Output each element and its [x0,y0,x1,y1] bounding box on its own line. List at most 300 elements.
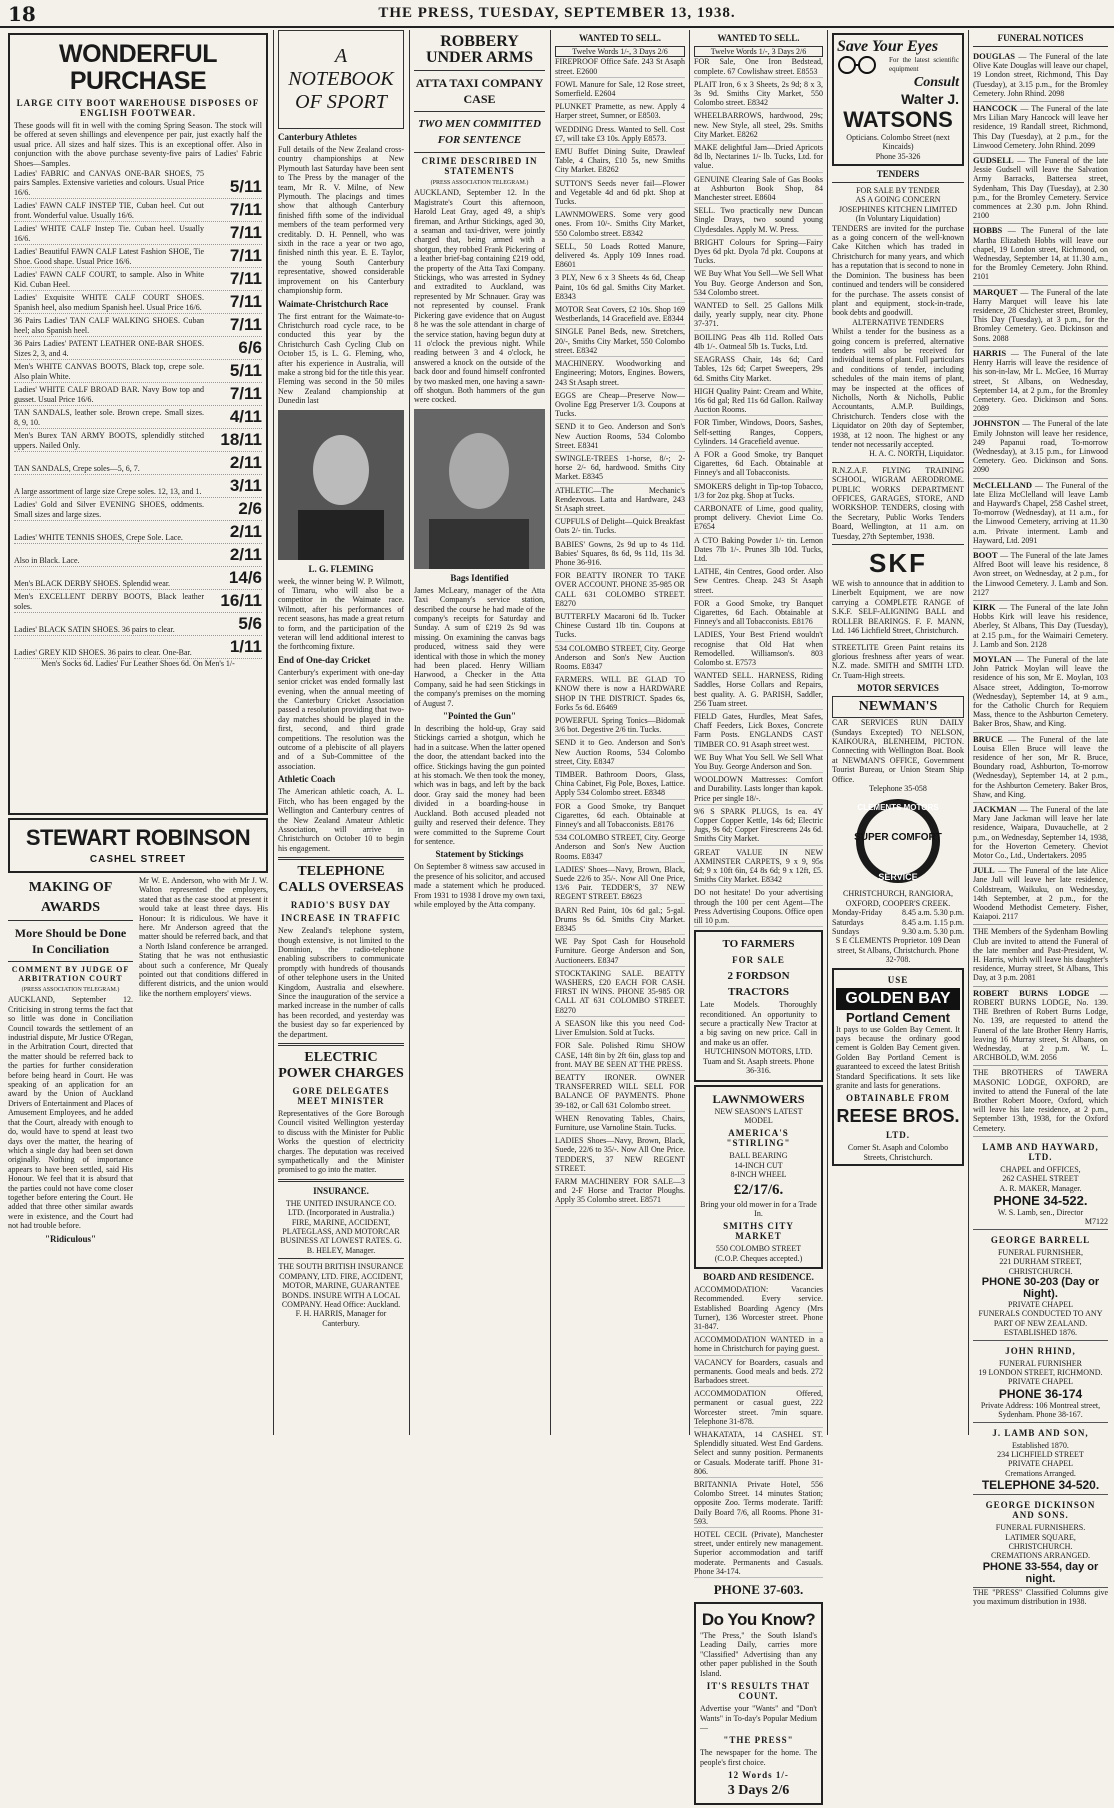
classified-ad: ACCOMMODATION: Vacancies Recommended. Every service. Established Boarding Agency (Mrs Turner), 136 Worcester street. Phone 31-847. [694,1285,823,1333]
classified-ad: SINGLE Panel Beds, new. Stretchers, 20/-, Smiths City Market, 550 Colombo street. E8342 [555,327,685,357]
section-heading: End of One-day Cricket [278,654,371,665]
shoe-desc: Also in Black. Lace. [14,555,80,565]
funeral-notice: BRUCE — The Funeral of the late Louisa Ellen Bruce will leave the residence of her son, Mr R. Bruce, Boundary road, Ashburton, To-morrow (Wednesday), September 14, at 2 p.m., for the Ashburton Cemetery. Baker Bros, Shaw, and King. [973,733,1108,803]
column-rule [689,30,690,1435]
shoe-price: 14/6 [228,568,262,588]
classified-ad: BOILING Peas 4lb 11d. Rolled Oats 4lb 1/-. Oatmeal 5lb 1s. Tucks, Ltd. [694,333,823,353]
column-rule [273,30,274,1435]
notice-name: JULL [973,865,995,876]
notice-name: DOUGLAS [973,51,1016,61]
classified-ad: MOTOR Seat Covers, £2 10s. Shop 169 Westberlands, 14 Gracefield ave. E8344 [555,305,685,325]
shoe-item [14,429,262,452]
classified-ad: FOWL Manure for Sale, 12 Rose street, Somerfield. E2604 [555,80,685,100]
classified-ad: BRITANNIA Private Hotel, 556 Colombo Street. 14 minutes Station; opposite Zoo. Terms moderate. Tariff: Daily Board 7/6, all Rooms. Phone 31-593. [694,1480,823,1528]
eyes-consult: Consult [913,74,959,90]
article-headline-2: AWARDS [40,900,101,915]
timetable-times: 8.45 a.m. 5.30 p.m. [902,908,964,918]
robbery-headline: ROBBERY UNDER ARMS [425,33,534,66]
shoe-price: 2/6 [238,499,262,519]
robbery-body-2: James McLeary, manager of the Atta Taxi Company's service station, described the course he had made of the company's receipts for Saturday and Sunday. A sum of £219 2s 9d was missing. On examining the canvas bags produced, witness said they were identical with those in which the money had been placed. Henry William Harwood, a Checker in the Atta Company, said he had seen Stickings in the company's premises on the morning of August 7. [414,585,545,708]
shoe-price: 7/11 [229,200,262,220]
classified-ad: HOTEL CECIL (Private), Manchester street, under entirely new management. Superior accommodation and tariff moderate. Permanents and Casuals. Phone 34-174. [694,1530,823,1578]
clements-route: CHRISTCHURCH, RANGIORA, OXFORD, COOPER'S CREEK. [842,889,953,908]
tender-body-2: Whilst a tender for the business as a going concern is preferred, alternative tenders will also be received for individual items of plant. Full particulars and conditions of tender, including schedules of the main items of plant, may be inspected at the offices of Nicholls, North & Nicholls, Public Accountants, A.M.P. Buildings, Christchurch. Tenders close with the Liquidator on 20th day of September, 1938, at 12 noon. The highest or any tender not necessarily accepted. [832,327,964,449]
notice-text: The Funeral of the late Martha Elizabeth Hobbs will leave our chapel, 19 London street, Richmond, on Wednesday, September 14, at 11.30 a.m., for the Bromley Cemetery. John Rhind. 2101 [973,226,1109,282]
photo-face [449,433,509,509]
notice-text: The Funeral of the late Alice Jane Jull will leave her late residence, Coldstream, Waikuku, on Wednesday, 14th September, at 2 p.m., for the Woodend Methodist Cemetery. Fisher, Kaiapoi. 2117 [973,866,1108,922]
col-wanted-1 [555,30,685,1209]
notice-name: HARRIS [973,347,1007,358]
shoe-desc: Ladies' Gold and Silver EVENING SHOES, oddments. Small sizes and large sizes. [14,500,204,519]
classified-ad: FOR BEATTY IRONER TO TAKE OVER ACCOUNT. PHONE 35-985 OR CALL 631 COLOMBO STREET. E8270 [555,571,685,610]
lawn-price: £2/17/6. [733,1181,784,1198]
gb-use: USE [887,974,909,985]
classified-ad: SEND it to Geo. Anderson and Son's New Auction Rooms, 534 Colombo street, City. E8347 [555,738,685,768]
classified-ad: SUTTON'S Seeds never fail—Flower and Vegetable 4d and 6d pkt. Shop at Tucks. [555,179,685,209]
lawnmower-ad [694,1085,823,1270]
notice-name: ROBERT BURNS LODGE [973,987,1090,998]
section-heading: Athletic Coach [278,774,336,785]
classified-ad: WHEN Renovating Tables, Chairs, Furniture, use Varnoline Stain. Tucks. [555,1114,685,1134]
motor-header: MOTOR SERVICES [857,683,939,694]
timetable-row [832,908,964,917]
shoe-item [14,245,262,268]
notice-name: MOYLAN [973,653,1012,664]
classified-ad: POWERFUL Spring Tonics—Bidomak 3/6 bot. Degestive 2/6 tin. Tucks. [555,716,685,736]
sport-sections [278,132,404,406]
notice-text: The Funeral of the late Mrs Lilian Mary Hancock will leave her residence, 19 Randall street, Richmond, This Day (Tuesday), at 2 p.m., for the Linwood Cemetery. John Rhind. 2099 [973,104,1109,150]
classified-ad: BEATTY IRONER. OWNER TRANSFERRED WILL SELL FOR BALANCE OF PAYMENTS. Phone 39-182, or Call 631 Colombo street. [555,1073,685,1112]
classified-ad: DO not hesitate! Do your advertising through the 100 per cent Agent—The Press Advertising Coupons. Office open till 10 p.m. [694,888,823,927]
lawn-spec-3: 8-INCH WHEEL [730,1170,787,1180]
badge-super: SUPER COMFORT [854,832,942,844]
eyes-name: Walter J. [901,90,959,107]
lawn-body: Bring your old mower in for a Trade In. [700,1199,817,1218]
classified-ad: TIMBER. Bathroom Doors, Glass, China Cabinet, Fig Pole, Boxes, Lattice. Apply 534 Colombo street. E8348 [555,770,685,800]
shoe-price: 18/11 [220,430,262,450]
article-headline: MAKING OF [28,880,113,895]
robbery-headline-4: CRIME DESCRIBED IN STATEMENTS [421,156,538,176]
classified-ad: EGGS are Cheap—Preserve Now—Ovoline Egg Preserver 1/3. Coupons at Tucks. [555,391,685,421]
timetable-times: 9.30 a.m. 5.30 p.m. [902,927,964,936]
funeral-list [973,50,1108,1137]
telephone-sub: RADIO'S BUSY DAY [290,900,392,911]
classified-ad: FARMERS. WILL BE GLAD TO KNOW there is now a HARDWARE SHOP IN THE DISTRICT. Spades 6s, Forks 5s 6d. E6469 [555,675,685,714]
lawn-sub: NEW SEASON'S LATEST MODEL [714,1106,803,1125]
timetable-day: Monday-Friday [832,908,883,918]
classified-ad: FOR Sale. Polished Rimu SHOW CASE, 14ft 8in by 2ft 6in, glass top and front. MAY BE SEEN AT THE PRESS. [555,1041,685,1071]
insurance-head: INSURANCE. [313,1185,369,1196]
shoe-price: 7/11 [229,292,262,312]
page-number: 18 [8,2,36,26]
classified-ad: PLAIT Iron, 6 x 3 Sheets, 2s 9d; 8 x 3, 3s 9d. Smiths City Market, 550 Colombo street. E8342 [694,80,823,110]
lawn-address: 550 COLOMBO STREET [715,1244,802,1254]
robbery-body: AUCKLAND, September 12. In the Magistrate's Court this afternoon, Harold Leat Gray, aged 49, a ship's fireman, and Arthur Stickings, aged 30, a seaman and taxi-driver, were jointly charged that, being armed with a shotgun, they robbed Frank Pickering of a leather brief-bag containing £219 odd, the property of the Atta Taxi Company. Stickings, who was arrested in Sydney and extradited to Auckland, was represented by Mr Schnauer. Gray was not represented by counsel. Frank Pickering gave evidence that on August 8 he was the sole attendant in charge of the service station, having begun duty at 11 o'clock the previous night. While reading between 3 and 4 o'clock, he answered a knock on the outside of the back door and found himself confronted by two masked men, one having a sawn-off shotgun. Both hammers of the gun were cocked. [414,188,545,405]
electric-sub: GORE DELEGATES MEET MINISTER [292,1086,390,1106]
shoe-desc: Ladies' WHITE CALF BROAD BAR. Navy Bow top and gusset. Usual Price 16/6. [14,385,204,404]
store-name: STEWART ROBINSON [25,825,251,850]
col-funeral [973,30,1108,1607]
gb-address: Corner St. Asaph and Colombo Streets, Christchurch. [847,1143,949,1162]
section-heading: Waimate-Christchurch Race [278,298,389,309]
electric-body: Representatives of the Gore Borough Council visited Wellington yesterday to discuss with the Minister for Public Works the question of electricity charges. The deputation was received sympathetically and the Minister promised to go into the matter. [278,1109,404,1175]
classified-ad: FOR a Good Smoke, try Banquet Cigarettes, 6d each. Obtainable at Finney's and all Tobacconists. E8176 [555,802,685,832]
gb-head: GOLDEN BAY [836,988,960,1010]
newspaper-title: THE PRESS, TUESDAY, SEPTEMBER 13, 1938. [378,5,736,21]
do-you-know-ad [694,1602,823,1805]
classified-ad: MACHINERY. Woodworking and Engineering; Motors, Engines. Bowers, 243 St Asaph street. [555,359,685,389]
awards-article [8,876,268,1247]
column-rule [968,30,969,1435]
article-byline: (PRESS ASSOCIATION TELEGRAM.) [21,987,120,993]
classified-list [555,57,685,1206]
robbery-headline-2: ATTA TAXI COMPANY CASE [415,76,544,106]
shoe-desc: Men's EXCELLENT DERBY BOOTS, Black leather soles. [14,592,204,611]
store-street: CASHEL STREET [89,854,187,865]
shoe-desc: Ladies' Exquisite WHITE CALF COURT SHOES. Spanish heel, also medium Spanish heel. Usual Price 16/6. [14,293,204,312]
shoe-desc: 36 Pairs Ladies' PATENT LEATHER ONE-BAR SHOES. Sizes 2, 3, and 4. [14,339,204,358]
classified-ad: FARM MACHINERY FOR SALE—3 and 2-F Horse and Tractor Ploughs. Apply 35 Colombo street. E8571 [555,1177,685,1207]
timetable-day: Saturdays [832,917,864,927]
shoe-item [14,521,262,544]
lawn-spec-2: 14-INCH CUT [734,1160,783,1170]
gb-store: REESE BROS. [836,1106,960,1127]
classified-ad: WEDDING Dress. Wanted to Sell. Cost £7, will take £3 10s. Apply E8573. [555,125,685,145]
shoe-desc: Men's Burex TAN ARMY BOOTS, splendidly stitched uppers. Nailed Only. [14,431,204,450]
shoe-price: 2/11 [229,453,262,473]
notice-text: ROBERT BURNS LODGE, No. 139. THE Brethren of Robert Burns Lodge, No. 139, are requested to attend the Funeral of the late Brother Henry Harris, leaving 16 Murray street, St Albans, on Wednesday, at 2 p.m. W. L. ARCHBOLD, W.M. 2056 [973,997,1108,1063]
classified-ad: 9/6 S SPARK PLUGS, 1s ea. 4Y Copper Copper Kettle, 14s 6d; Electric Jugs, 9s 6d; Copper Firescreens 24s 6d. Smiths City Market. [694,807,823,846]
classified-ad: EMU Buffet Dining Suite, Drawleaf Table, 4 Chairs, £10 5s, new Smiths City Market. E8262 [555,147,685,177]
robbery-headline-3: TWO MEN COMMITTED FOR SENTENCE [418,118,541,146]
tender-title: FOR SALE BY TENDER [856,186,940,196]
shoe-item [14,590,262,613]
shoe-desc: Ladies' FAWN CALF INSTEP TIE, Cuban heel. Cut out front. Wonderful value. Usually 16/6. [14,201,204,220]
classified-ad: LAWNMOWERS. Some very good ones. From 10/-. Smiths City Market, 550 Colombo street. E8342 [555,210,685,240]
classified-ad: 534 COLOMBO STREET, City. George Anderson and Son's New Auction Rooms. E8347 [555,833,685,863]
funeral-notice [973,1066,1108,1136]
shoe-price: 2/11 [229,545,262,565]
dyk-rate-1: 12 Words 1/- [728,1770,789,1781]
george-barrell-ad: GEORGE BARRELL FUNERAL FURNISHER, 221 DURHAM STREET, CHRISTCHURCH. PHONE 30-203 (Day or Night). PRIVATE CHAPEL FUNERALS CONDUCTED TO ANY PART OF NEW ZEALAND. ESTABLISHED 1876. [973,1230,1108,1341]
clements-address: S E CLEMENTS Proprietor. 109 Dean street, St Albans, Christchurch. Phone 32-708. [835,936,961,965]
telephone-sub-2: INCREASE IN TRAFFIC [281,913,401,924]
j-lamb-ad: J. LAMB AND SON, Established 1870. 234 LICHFIELD STREET PRIVATE CHAPEL Cremations Arranged. TELEPHONE 34-520. [973,1423,1108,1496]
funeral-notice: JOHNSTON — The Funeral of the late Emily Johnston will leave her residence, 249 Papanui road, To-morrow (Wednesday), at 3.15 p.m., for Linwood Cemetery. Geo. Dickinson and Sons. 2090 [973,417,1108,478]
lawn-store: SMITHS CITY MARKET [723,1221,794,1242]
insurance-ad-2: THE SOUTH BRITISH INSURANCE COMPANY, LTD. FIRE, ACCIDENT, MOTOR, MARINE, GUARANTEE BONDS. INSURE WITH A LOCAL COMPANY. Head Office: Auckland. F. H. HARRIS, Manager for Canterbury. [278,1262,404,1328]
shoe-item [14,636,262,659]
john-rhind-ad: JOHN RHIND, FUNERAL FURNISHER 19 LONDON STREET, RICHMOND. PRIVATE CHAPEL PHONE 36-174 Private Address: 106 Montreal street, Sydenham. Phone 38-167. [973,1341,1108,1423]
article-subhead: "Ridiculous" [44,1233,96,1244]
notice-name: HANCOCK [973,103,1018,114]
photo-caption: L. G. FLEMING [308,563,374,574]
notice-name: HOBBS [973,225,1003,236]
notice-text: The Funeral of the late James Alfred Boot will leave his residence, 8 Avon street, on Wednesday, at 2 p.m., for the Linwood Cemetery. J. Lamb and Son. 2127 [973,550,1108,597]
classified-ad: GREAT VALUE IN NEW AXMINSTER CARPETS, 9 x 9, 95s 6d; 9 x 10ft 6in, £4 8s 6d; 9 x 12ft, £5. Smiths City Market. E8342 [694,848,823,887]
dyk-rate-2: 3 Days 2/6 [727,1783,790,1799]
gb-sub: Portland Cement [845,1009,950,1025]
shoe-desc: A large assortment of large size Crepe soles. 12, 13, and 1. [14,486,202,496]
shoe-desc: 36 Pairs Ladies' TAN CALF WALKING SHOES. Cuban heel; also Spanish heel. [14,316,204,335]
shoe-price: 6/6 [238,338,262,358]
classified-ad: CUPFULS of Delight—Quick Breakfast Oats 2/- tin. Tucks. [555,517,685,537]
shoe-item [14,567,262,590]
classified-ad: A SEASON like this you need Cod-Liver Emulsion. Sold at Tucks. [555,1019,685,1039]
article-body-2: Mr W. E. Anderson, who with Mr J. W. Walton represented the employers, stated that as the case stood at present it would take at least three days. His Honour: It is ridiculous. We have it here. Mr Anderson agreed that the matter should be referred back, and that a North Island conference be arranged. Stating that he was not enthusiastic about such a conference, Mr Quealy pointed out that conditions differed in different districts, and the union would like the northern employers' views. [139,876,268,998]
shoe-price: 1/11 [229,637,262,657]
classified-ad: SEND it to Geo. Anderson and Son's New Auction Rooms, 534 Colombo Street. E8341 [555,422,685,452]
notice-name: JOHNSTON [973,418,1020,429]
notice-name: KIRK [973,601,996,612]
section-body: Canterbury's experiment with one-day senior cricket was ended formally last evening, when the annual meeting of the Canterbury Cricket Association passed a resolution providing that two-day matches should be played in the first, second, and third grade competitions. The resolution was the outcome of a plebiscite of all players and of a Sub-Committee of the association. [278,667,404,771]
timetable-day: Sundays [832,927,860,936]
shoe-desc: TAN SANDALS, Crepe soles—5, 6, 7. [14,463,140,473]
photo-shirt [298,510,384,560]
eyes-head: Save Your Eyes [837,38,939,55]
article-deck: More Should be Done In Conciliation [14,926,127,956]
classified-ad: FIREPROOF Office Safe. 243 St Asaph street. E2600 [555,57,685,77]
shoe-price: 2/11 [229,522,262,542]
robbery-photo [414,409,545,569]
funeral-notice: HARRIS — The Funeral of the late Henry Harris will leave the residence of his son-in-law, Mr L. McGee, 16 Murray street, St Albans, on Wednesday, September 14, at 2 p.m., for the Bromley Cemetery. Geo. Dickinson and Sons. 2089 [973,347,1108,417]
shoe-desc: Ladies' Beautiful FAWN CALF Latest Fashion SHOE, Tie Shoe. Good shape. Usual Price 16/6. [14,247,204,266]
funeral-notice: HOBBS — The Funeral of the late Martha Elizabeth Hobbs will leave our chapel, 19 London street, Richmond, on Wednesday, September 14, at 11.30 a.m., for the Bromley Cemetery. John Rhind. 2101 [973,224,1108,285]
dyk-head: Do You Know? [701,1610,816,1630]
classified-ad: A FOR a Good Smoke, try Banquet Cigarettes, 6d Each. Obtainable at Finney's and all Tobacconists. [694,450,823,480]
funeral-notice: BOOT — The Funeral of the late James Alfred Boot will leave his residence, 8 Avon street, on Wednesday, at 2 p.m., for the Linwood Cemetery. J. Lamb and Son. 2127 [973,549,1108,601]
fleming-photo [278,410,404,560]
notebook-head: A NOTEBOOK OF SPORT [278,30,404,129]
shoe-desc: Ladies' BLACK SATIN SHOES. 36 pairs to clear. [14,624,175,634]
col-sport [278,30,404,1328]
eyes-address: Opticians. Colombo Street (next Kincaids) [846,132,950,152]
bus-timetable [832,908,964,936]
timetable-times: 8.45 a.m. 1.15 p.m. [902,917,964,927]
shoe-item [14,383,262,406]
classified-ad: WANTED SELL. HARNESS, Riding Saddles, Horse Collars and Repairs, best quality. A. G. PARISH, Saddler, 256 Tuam street. [694,671,823,710]
shoe-price: 7/11 [229,223,262,243]
shoe-item [14,613,262,636]
tractor-ad [694,930,823,1081]
classified-ad: STOCKTAKING SALE. BEATTY WASHERS, £20 EACH FOR CASH. FIRST IN WINS. PHONE 35-985 OR CALL AT 631 COLOMBO STREET. E8270 [555,969,685,1017]
shoe-desc: Ladies' GREY KID SHOES. 36 pairs to clear. One-Bar. [14,647,192,657]
notice-text: The Funeral of the late John Hobbs Kirk will leave his residence, Aberley, St Albans, This Day (Tuesday), at 2.15 p.m., for the Waimairi Cemetery. J. Lamb and Son. 2128 [973,602,1108,649]
classified-ad: FOR Sale, One Iron Bedstead, complete. 67 Cowlishaw street. E8553 [694,57,823,77]
notice-text: The Funeral of the late Henry Harris will leave the residence of his son-in-law, Mr L. McGee, 16 Murray street, St Albans, on Wednesday, September 14, at 2 p.m., for the Bromley Cemetery. Geo. Dickinson and Sons. 2089 [973,348,1109,414]
shoe-price: 7/11 [229,384,262,404]
shoe-desc: Ladies' WHITE TENNIS SHOES, Crepe Sole. Lace. [14,532,183,542]
notice-text: The Funeral of the late John Patrick Moylan will leave the residence of his son, Mr E. Moylan, 103 Alsace street, Addington, To-morrow (Wednesday), September 14, at 9 a.m., for the Catholic Church for Requiem Mass, thence to the Ashburton Cemetery. Baker Bros, Shaw, and King. [973,654,1109,729]
shoe-desc: Ladies' FABRIC and CANVAS ONE-BAR SHOES, 75 pairs Samples. Extensive varieties and colours. Usual Price 16/6. [14,169,204,197]
classified-ad: ATHLETIC—The Mechanic's Rendezvous. Latta and Hardware, 243 St Asaph street. [555,486,685,516]
shoe-item [14,452,262,475]
notice-name: BRUCE [973,733,1003,744]
shoe-desc: Men's BLACK DERBY SHOES. Splendid wear. [14,578,171,588]
gb-ltd: LTD. [886,1130,910,1141]
notice-text: The Funeral of the late Harry Marquet will leave his late residence, 28 Chichester street, Bromley, This Day (Tuesday), at 3 p.m., for the Bromley Cemetery. Geo. Dickinson and Sons. 2088 [973,287,1109,343]
funeral-notice: JACKMAN — The Funeral of the late Mary Jane Jackman will leave her late residence, Waipara, Duvauchelle, at 2 p.m., on Wednesday, September 14, 1938, for the Hoverton Cemetery. Cheviot Motor Co., Ltd., Undertakers. 2095 [973,803,1108,864]
shoe-desc: Ladies' WHITE CALF Instep Tie. Cuban heel. Usually 16/6. [14,224,204,243]
classified-ad: SELL. Two practically new Duncan Single Drays, two sound young Clydesdales. Apply M. W. Press. [694,206,823,236]
shoe-item [14,168,262,199]
streetlite-ad: STREETLITE Green Paint retains its glorious freshness after years of wear. N.Z. made. SMITH and SMITH LTD. Cr. Tuam-High streets. [832,642,964,680]
classified-ad: SMOKERS delight in Tip-top Tobacco, 1/3 for 2oz pkg. Shop at Tucks. [694,482,823,502]
funeral-notice: MOYLAN — The Funeral of the late John Patrick Moylan will leave the residence of his son, Mr E. Moylan, 103 Alsace street, Addington, To-morrow (Wednesday), September 14, at 9 a.m., for the Catholic Church for Requiem Mass, thence to the Ashburton Cemetery. Baker Bros, Shaw, and King. [973,653,1108,733]
col-wanted-2 [694,30,823,1808]
photo-face [313,435,369,505]
section-body: The first entrant for the Waimate-to-Christchurch road cycle race, to be conducted this year by the Christchurch Cash Cycling Club on October 15, is L. G. Fleming, who, after his experience in Australia, will make a strong bid for the title this year. Fleming was second in the 50 miles New Zealand championship at Dunedin last [278,311,404,406]
funeral-notice: DOUGLAS — The Funeral of the late Olive Kate Douglas will leave our chapel, 19 London street, Richmond, This Day (Tuesday), at 3.15 p.m., for the Bromley Cemetery. John Rhind. 2098 [973,50,1108,102]
robbery-sub-3: Statement by Stickings [435,849,524,860]
shoe-price: 5/11 [229,361,262,381]
shoe-price: 4/11 [229,407,262,427]
badge-top: CLEMENTS MOTORS [857,803,939,813]
ad-subhead: LARGE CITY BOOT WAREHOUSE DISPOSES OF ENGLISH FOOTWEAR. [16,98,260,118]
shoe-item [14,360,262,383]
lawn-head: LAWNMOWERS [712,1091,805,1106]
newmans-phone: Telephone 35-058 [869,783,927,793]
classified-header: WANTED TO SELL. [579,33,661,43]
farmers-item: 2 FORDSON TRACTORS [727,970,790,999]
shoe-desc: Men's WHITE CANVAS BOOTS, Black top, crepe sole. Also plain White. [14,362,204,381]
classified-ad: BARN Red Paint, 10s 6d gal.; 5-gal. Drums 9s 6d. Smiths City Market. E8345 [555,906,685,936]
classified-ad: WHAKATATA, 14 CASHEL ST. Splendidly situated. West End Gardens. Select and sunny position. Permanents or Casuals. Moderate tariff. Phone 31-806. [694,1430,823,1478]
classified-ad: VACANCY for Boarders, casuals and permanents. Good meals and beds. 272 Barbadoes street. [694,1358,823,1388]
notice-text: The Funeral of the late Olive Kate Douglas will leave our chapel, 19 London street, Richmond, This Day (Tuesday), at 3.15 p.m., for the Bromley Cemetery. John Rhind. 2098 [973,52,1109,98]
robbery-sub-1: Bags Identified [450,572,509,583]
section-heading: Canterbury Athletes [278,132,357,142]
masthead [0,0,1114,28]
robbery-sub-2: "Pointed the Gun" [442,711,516,722]
shoe-item [14,406,262,429]
classified-ad: WOOLDOWN Mattresses: Comfort and Durability. Lasts longer than kapok. Price per single 18/-. [694,775,823,805]
classified-ad: BUTTERFLY Macaroni 6d lb. Tucker Chinese Custard 1lb tin. Coupons at Tucks. [555,612,685,642]
shoe-price: 7/11 [229,269,262,289]
gb-body: It pays to use Golden Bay Cement. It pays because the ordinary good cement is Golden Bay Cement given. Golden Bay Portland Cement is guaranteed to exceed the latest British Standard Specifications. It sets like granite and lasts for generations. [836,1024,960,1091]
classified-ad: 534 COLOMBO STREET, City. George Anderson and Son's New Auction Rooms. E8347 [555,644,685,674]
shoe-item [14,544,262,567]
notice-text: The Funeral of the late Emily Johnston will leave her residence, 249 Papanui road, To-morrow (Wednesday), at 3.15 p.m., for Linwood Cemetery. Geo. Dickinson and Sons. 2090 [973,419,1109,475]
dickinson-ad: GEORGE DICKINSON AND SONS. FUNERAL FURNISHERS. LATIMER SQUARE, CHRISTCHURCH. CREMATIONS ARRANGED. PHONE 33-554, day or night. [973,1495,1108,1588]
watsons-ad [832,33,964,166]
col-robbery [414,30,545,909]
classified-list [694,57,823,927]
classified-ad: A CTO Baking Powder 1/- tin. Lemon Dates 7lb 1/-. Prunes 3lb 10d. Tucks, Ltd. [694,536,823,566]
skf-body: WE wish to announce that in addition to Linerbelt Equipment, we are now carrying a COMPLETE RANGE of S.K.F. SELF-ALIGNING BALL and ROLLER BEARINGS. F. F. MANN, Ltd. 146 Lichfield Street, Christchurch. [832,579,964,636]
dyk-body-2: Advertise your "Wants" and "Don't Wants" in To-day's Popular Medium— [700,1704,817,1732]
classified-ad: FIELD Gates, Hurdles, Meat Safes, Chaff Feeders, Lick Boxes, Concrete Farm Posts. ENGLANDS CAST TIMBER CO. 91 Asaph street west. [694,712,823,751]
section-body: The American athletic coach, A. L. Fitch, who has been engaged by the Wellington and Canterbury centres of the New Zealand Amateur Athletic Association, will arrive in Christchurch on October 10 to begin his engagement. [278,787,404,853]
lawn-terms: (C.O.P. Cheques accepted.) [714,1253,803,1263]
shoe-item [14,314,262,337]
skf-logo: SKF [869,548,927,579]
dyk-body-3: The newspaper for the home. The people's first choice. [700,1748,817,1767]
column-rule [827,30,828,1435]
shoe-price: 3/11 [229,476,262,496]
tender-name: JOSEPHINES KITCHEN LIMITED [838,204,958,214]
robbery-body-3: In describing the hold-up, Gray said Stickings carried a shotgun, which he had in a suitcase. When the latter opened the door, the attendant backed into the office. Stickings having the gun pointed at his stomach. We then took the money, which was in bags, and left by the back door. Gray said the money had been divided in a boarding-house in Auckland. Both accused pleaded not guilty and reserved their defence. They were committed to the Supreme Court for sentence. [414,724,545,846]
farmers-signature: HUTCHINSON MOTORS, LTD. Tuam and St. Asaph streets. Phone 36-316. [702,1047,815,1076]
tender-signature: H. A. C. NORTH, Liquidator. [869,449,964,459]
classified-ad: CARBONATE of Lime, good quality, prompt delivery. Cheviot Lime Co. E7654 [694,504,823,534]
funeral-notice: ROBERT BURNS LODGE — ROBERT BURNS LODGE, No. 139. THE Brethren of Robert Burns Lodge, No. 139, are requested to attend the Funeral of the late Brother Henry Harris, leaving 16 Murray street, St Albans, on Wednesday, at 2 p.m. W. L. ARCHBOLD, W.M. 2056 [973,987,1108,1067]
wanted-phone: PHONE 37-603. [713,1582,804,1598]
press-footer: THE "PRESS" Classified Columns give you maximum distribution in 1938. [973,1587,1108,1607]
badge-service: SERVICE [878,872,918,883]
classified-ad: ACCOMMODATION Offered, permanent or casual guest, 222 Worcester street. 7min square. Telephone 31-878. [694,1389,823,1428]
notice-text: The Funeral of the late Eliza McClelland will leave Lamb and Hayward's Chapel, 258 Cashel street, To-morrow (Wednesday), at 11 a.m., for the Linwood Cemetery, arriving at 11.30 a.m. Private interment. Lamb and Hayward, Ltd. 2091 [973,480,1109,545]
classified-ad: SEAGRASS Chair, 14s 6d; Card Tables, 12s 6d; Carpet Sweepers, 29s 6d. Smiths City Market. [694,355,823,385]
sport-sections-2 [278,577,404,854]
shoe-desc: Ladies' FAWN CALF COURT, to sample. Also in White Kid. Cuban Heel. [14,270,204,289]
classified-ad: WE Buy What You Sell. We Sell What You Buy. George Anderson and Son. [694,753,823,773]
eyes-tag: For the latest scientific equipment [889,56,959,74]
shoe-price: 5/11 [229,177,262,197]
photo-shirt [429,519,529,569]
classified-ad: WE Pay Spot Cash for Household Furniture. George Anderson and Son, Auctioneers. E8347 [555,937,685,967]
board-list [694,1285,823,1578]
shoe-price: 16/11 [220,591,262,611]
notice-text: The Funeral of the late Mary Jane Jackman will leave her late residence, Waipara, Duvauchelle, at 2 p.m., on Wednesday, September 14, 1938, for the Hoverton Cemetery. Cheviot Motor Co., Ltd., Undertakers. 2095 [973,805,1109,861]
article-body: AUCKLAND, September 12. Criticising in strong terms the fact that so little was done in Conciliation Council towards the settlement of an industrial dispute, Mr Justice O'Regan, in the Arbitration Court, directed that the matter should be referred back to the parties for further consideration before being heard in Court. He was speaking of an application for an award by the Union of Auckland Drivers of Entertainment and Places of Amusement Employees, and he added that the Court, already with enough to do, would have to spend at least two days over the matter, the hearing of which a single day had been set down originally. Nothing of importance appears to have been settled, said His Honour. We feel that it is absurd that the parties could not have come closer together before entering the Court. He added that three other similar awards were in existence, and the Court had not had trouble before. [8,995,133,1231]
spectacles-icon [837,56,877,74]
farmers-body: Late Models. Thoroughly reconditioned. An opportunity to secure a practically New Tractor at a big saving on new price. Call in and make us an offer. [700,1000,817,1047]
lawn-spec-1: BALL BEARING [729,1151,788,1161]
notice-name: MARQUET [973,286,1018,297]
section-body: Full details of the New Zealand cross-country championships at New Plymouth last Saturday have been sent to The Press by the manager of the team, Mr R. V. Milne, of New Plymouth. The placings and times show that although Canterbury finished fifth some of the individual members of the team performed very creditably. D. H. Pennell, who was sixth in the race a year or two ago, finished ninth this year. E. E. Taylor, the young South Canterbury representative, showed considerable improvement on his Canterbury championship form. [278,145,404,296]
funeral-notice: GUDSELL — The Funeral of the late Jessie Gudsell will leave the Salvation Army Barracks, Battersea street, Sydenham, This Day (Tuesday), at 2.30 p.m., for the Bromley Cemetery. Service commences at 2.30 p.m. John Rhind. 2100 [973,154,1108,224]
board-header: BOARD AND RESIDENCE. [703,1272,814,1283]
newmans-logo: NEWMAN'S [832,696,964,718]
ad-headline: WONDERFUL PURCHASE [59,40,217,95]
gb-obtain: OBTAINABLE FROM [845,1093,951,1104]
funeral-notice: MARQUET — The Funeral of the late Harry Marquet will leave his late residence, 28 Chichester street, Bromley, This Day (Tuesday), at 3 p.m., for the Bromley Cemetery. Geo. Dickinson and Sons. 2088 [973,286,1108,347]
ad-footnote: Men's Socks 6d. Ladies' Fur Leather Shoes 6d. On Men's 1/- [41,659,235,669]
column-rule [550,30,551,1435]
notice-text: The Funeral of the late Louisa Ellen Bruce will leave the residence of her son, Mr R. Bruce, Boundary road, Ashburton, To-morrow (Wednesday), September 14, at 2 p.m., for the Ashburton Cemetery. Baker Bros, Shaw, and King. [973,734,1109,799]
dyk-paper: "THE PRESS" [723,1735,794,1746]
lawn-name: AMERICA'S "STIRLING" [726,1128,791,1149]
shoe-desc: TAN SANDALS, leather sole. Brown crepe. Small sizes. 8, 9, 10. [14,408,204,427]
electric-head: ELECTRIC POWER CHARGES [278,1050,404,1081]
telephone-head: TELEPHONE CALLS OVERSEAS [278,864,404,896]
shoe-price: 5/6 [238,614,262,634]
shoe-item [14,222,262,245]
shoe-item [14,475,262,498]
tender-body: TENDERS are invited for the purchase as a going concern of the well-known Cake Kitchen which has traded in Christchurch for many years, and which has a reputation that is second to none in the Dominion. The business has been continued and tenders will be considered for the purchase. The assets consist of plant and equipment, stock-in-trade, book debts and goodwill. [832,223,964,318]
classified-ad: GENUINE Clearing Sale of Gas Books at Ashburton Book Shop, 84 Manchester street. E8604 [694,175,823,205]
newmans-body: CAR SERVICES RUN DAILY (Sundays Excepted) TO NELSON, KAIKOURA, BLENHEIM, PICTON. Connecting with Wellington Boat. Book at NEWMAN'S OFFICE, Government Tourist Bureau, or Union Steam Ship Office. [832,718,964,784]
tender-alternative: ALTERNATIVE TENDERS [852,317,944,327]
col-tenders [832,30,964,1169]
classified-ad: HIGH Quality Paint: Cream and White, 16s 6d gal; Red 11s 6d Gallon. Railway Auction Rooms. [694,387,823,417]
classified-ad: BABIES' Gowns, 2s 9d up to 4s 11d. Babies' Squares, 8s 6d, 9s 11d, 11s 3d. Phone 36-916. [555,540,685,570]
farmers-head: TO FARMERS [722,938,795,951]
store-banner [8,818,268,873]
funeral-notice: KIRK — The Funeral of the late John Hobbs Kirk will leave his residence, Aberley, St Albans, This Day (Tuesday), at 2.15 p.m., for the Waimairi Cemetery. J. Lamb and Son. 2128 [973,601,1108,653]
funeral-notice: HANCOCK — The Funeral of the late Mrs Lilian Mary Hancock will leave her residence, 19 Randall street, Richmond, This Day (Tuesday), at 2 p.m., for the Linwood Cemetery. John Rhind. 2099 [973,102,1108,154]
article-sub: COMMENT BY JUDGE OF ARBITRATION COURT [11,965,130,983]
eyes-brand: WATSONS [843,106,953,132]
notice-text: THE Members of the Sydenham Bowling Club are invited to attend the Funeral of the late member and Past-President, W. H. Harris, which will leave his daughter's residence, Murray street, St Albans, This Day, at 3 p.m. 2081 [973,927,1108,983]
section-body: week, the winner being W. P. Wilmott, of Timaru, who will also be a competitor in the Waimate race. Wilmott, after his performances of recent seasons, has made a great return to form, and the participation of the veteran will lend additional interest to the forthcoming fixture. [278,576,404,652]
classified-ad: WANTED to Sell. 25 Gallons Milk daily, yearly supply, near city. Phone 37-371. [694,301,823,331]
timetable-row [832,927,964,936]
classified-ad: PLUNKET Pramette, as new. Apply 4 Harper street, Sumner, or E8503. [555,102,685,122]
col-stewart-robinson [8,30,268,1247]
telephone-body: New Zealand's telephone system, though extensive, is not limited to the Dominion, the radio-telephone enabling subscribers to communicate promptly with hundreds of thousands of other telephone users in the United Kingdom, Australia and elsewhere. Since the inauguration of the service a marked increase in the number of calls has been recorded, and yesterday was the busiest day so far experienced by the department. [278,926,404,1039]
